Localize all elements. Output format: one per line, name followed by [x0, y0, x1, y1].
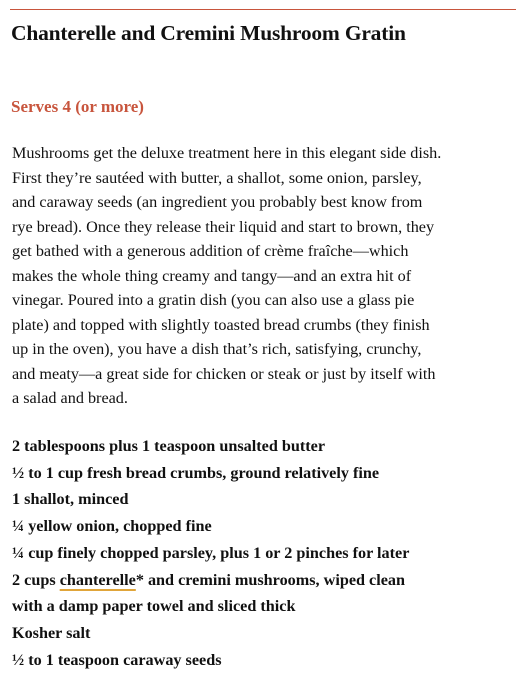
ingredient-item: ½ to 1 cup fresh bread crumbs, ground relatively fine — [12, 463, 380, 482]
serves-label: Serves 4 (or more) — [11, 97, 144, 116]
ingredient-item-continuation: with a damp paper towel and sliced thick — [12, 597, 296, 616]
ingredient-item-mushrooms — [12, 567, 517, 594]
intro-line: get bathed with a generous addition of crème fraîche—which — [12, 242, 409, 260]
ingredient-item: 2 tablespoons plus 1 teaspoon unsalted butter — [12, 437, 326, 455]
intro-line: makes the whole thing creamy and tangy—and an extra hit of — [12, 266, 412, 285]
ingredient-item: ¼ cup finely chopped parsley, plus 1 or 2 pinches for later — [12, 543, 410, 562]
intro-line: and meaty—a great side for chicken or steak or just by itself with — [12, 364, 436, 383]
ingredient-text: 2 cups — [12, 570, 60, 589]
recipe-title: Chanterelle and Cremini Mushroom Gratin — [11, 21, 406, 45]
intro-line: rye bread). Once they release their liquid and start to brown, they — [12, 217, 435, 236]
ingredient-item: ½ to 1 teaspoon caraway seeds — [12, 650, 222, 669]
intro-line: plate) and topped with slightly toasted bread crumbs (they finish — [12, 315, 430, 334]
ingredient-list — [12, 433, 517, 673]
chanterelle-link[interactable]: chanterelle — [59, 570, 136, 589]
ingredient-item: ¼ yellow onion, chopped fine — [12, 517, 212, 536]
ingredient-item: Kosher salt — [12, 623, 91, 642]
intro-line: up in the oven), you have a dish that’s rich, satisfying, crunchy, — [12, 340, 422, 358]
intro-line: and caraway seeds (an ingredient you probably best know from — [12, 193, 423, 211]
intro-line: a salad and bread. — [12, 389, 128, 407]
recipe-intro — [12, 141, 512, 411]
intro-line: First they’re sautéed with butter, a shallot, some onion, parsley, — [12, 168, 422, 187]
top-divider — [10, 9, 516, 10]
intro-line: Mushrooms get the deluxe treatment here in this elegant side dish. — [12, 144, 442, 162]
ingredient-item: 1 shallot, minced — [12, 490, 129, 509]
ingredient-text: * and cremini mushrooms, wiped clean — [135, 570, 406, 589]
intro-line: vinegar. Poured into a gratin dish (you can also use a glass pie — [12, 291, 415, 309]
